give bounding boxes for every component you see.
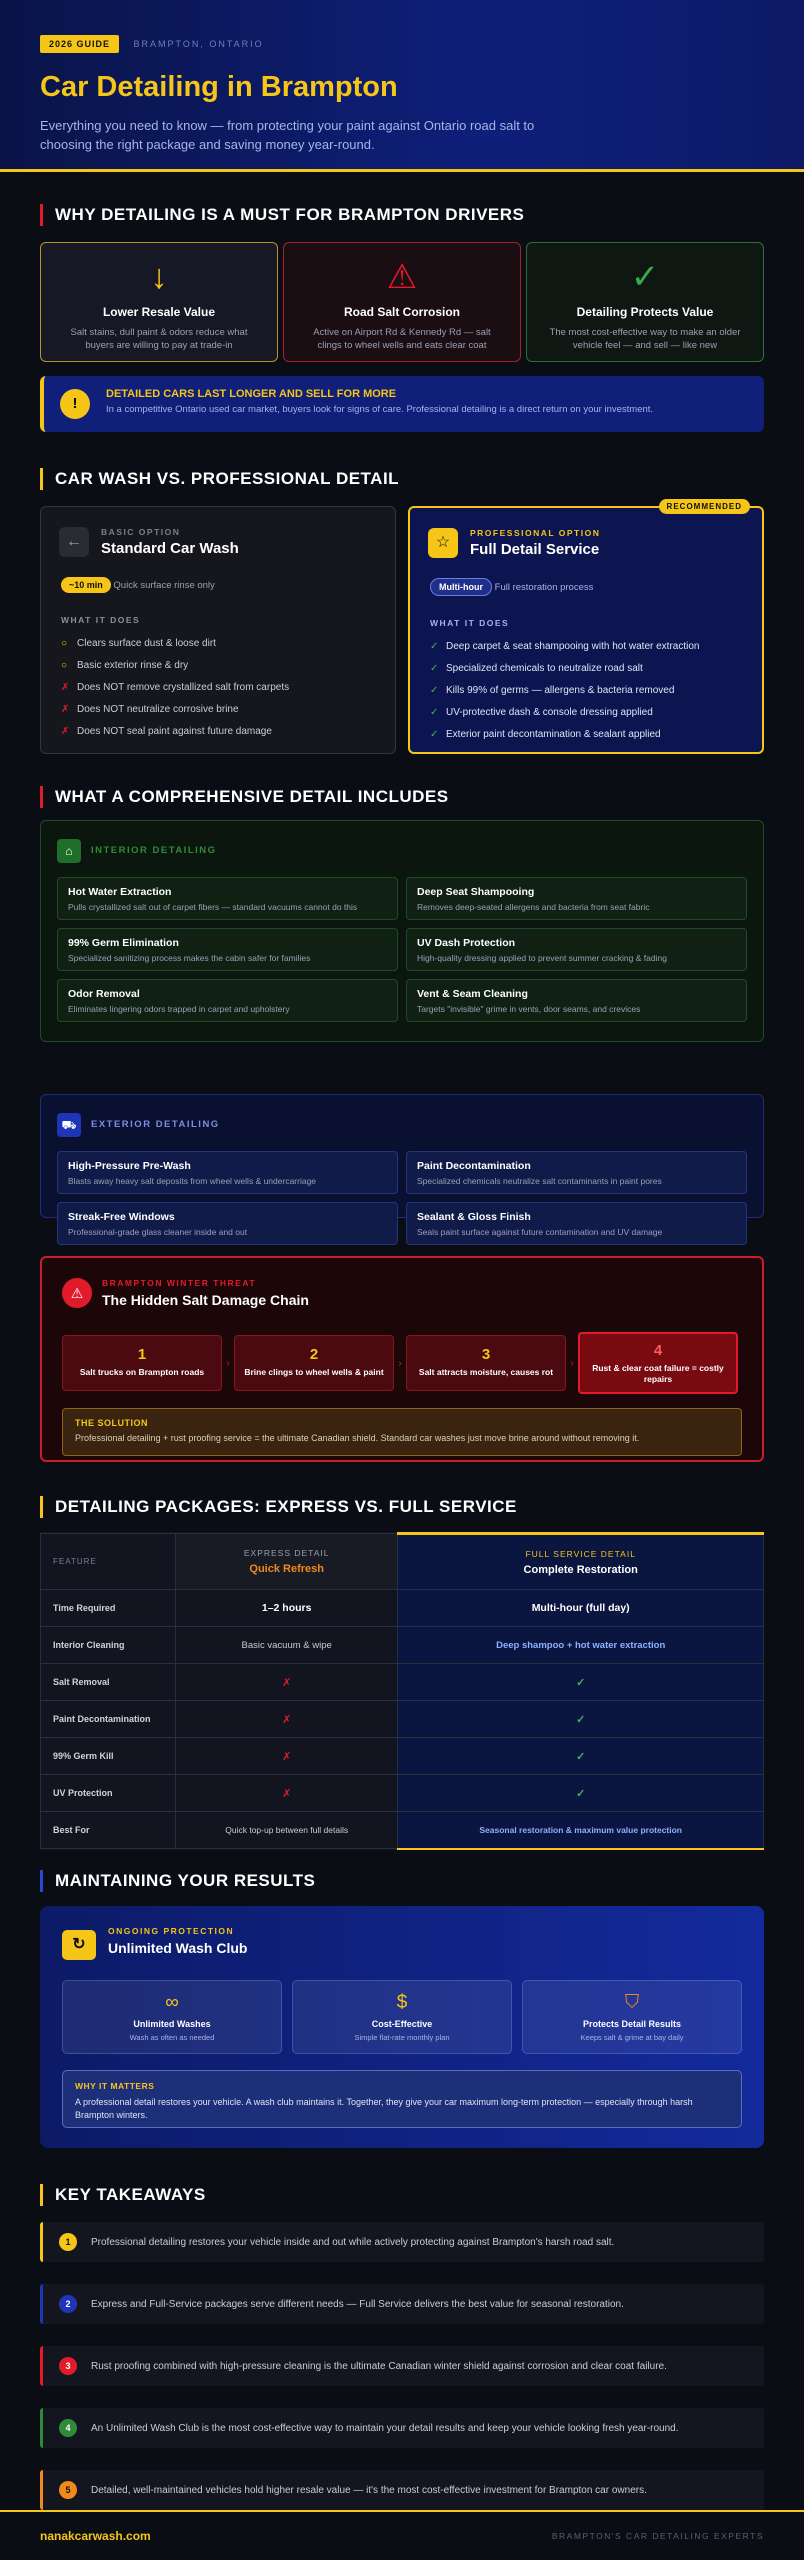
section-heading-compare: CAR WASH VS. PROFESSIONAL DETAIL	[40, 468, 399, 490]
service-title: Streak-Free Windows	[68, 1211, 175, 1223]
service-item	[57, 1202, 398, 1245]
takeaway-text: An Unlimited Wash Club is the most cost-effective way to maintain your detail results and keep your vehicle looking fresh year-round.	[91, 2422, 679, 2434]
table-row	[41, 1775, 764, 1812]
service-text: Seals paint surface against future contamination and UV damage	[417, 1227, 663, 1237]
duration-pill: Multi-hour	[430, 578, 492, 596]
value-banner	[40, 376, 764, 432]
full-service-cell: Multi-hour (full day)	[398, 1590, 764, 1627]
guide-tag: 2026 GUIDE	[40, 35, 119, 53]
footer-tagline: BRAMPTON'S CAR DETAILING EXPERTS	[551, 2531, 764, 2541]
takeaway-text: Express and Full-Service packages serve different needs — Full Service delivers the best value for seasonal restoration.	[91, 2298, 624, 2310]
feature-item: ✓ Exterior paint decontamination & sealant applied	[430, 724, 742, 746]
hero	[0, 0, 804, 172]
chevron-right-icon: ›	[226, 1357, 230, 1369]
service-text: Eliminates lingering odors trapped in carpet and upholstery	[68, 1004, 290, 1014]
express-cell: ✗	[176, 1664, 398, 1701]
duration-label: Quick surface rinse only	[113, 580, 215, 591]
feature-item: ✓ Specialized chemicals to neutralize road salt	[430, 658, 742, 680]
takeaway-number: 1	[59, 2233, 77, 2251]
service-text: Specialized sanitizing process makes the cabin safer for families	[68, 953, 311, 963]
club-title: Unlimited Wash Club	[108, 1940, 248, 1956]
infinity-icon: ∞	[165, 1992, 179, 2013]
page-subtitle: Everything you need to know — from protecting your paint against Ontario road salt to choosing the right package and saving money year-round.	[40, 118, 535, 152]
circle-icon: ○	[61, 660, 68, 671]
takeaway-number: 4	[59, 2419, 77, 2437]
salt-threat-panel	[40, 1256, 764, 1462]
banner-title: DETAILED CARS LAST LONGER AND SELL FOR MORE	[106, 388, 397, 400]
card-text: Salt stains, dull paint & odors reduce what buyers are willing to pay at trade-in	[70, 327, 248, 351]
check-icon: ✓	[430, 641, 439, 652]
table-row	[41, 1627, 764, 1664]
car-icon: ⛟	[57, 1113, 81, 1137]
location-label: BRAMPTON, ONTARIO	[133, 39, 264, 49]
solution-text: Professional detailing + rust proofing service = the ultimate Canadian shield. Standard car washes just move brine around without removing it.	[75, 1433, 640, 1443]
pro-option-title: Full Detail Service	[470, 541, 600, 558]
service-title: Hot Water Extraction	[68, 886, 172, 898]
service-title: Sealant & Gloss Finish	[417, 1211, 531, 1223]
express-header: EXPRESS DETAIL Quick Refresh	[176, 1534, 398, 1590]
pro-feature-list	[430, 636, 742, 746]
feature-item: ✗ Does NOT seal paint against future damage	[61, 721, 375, 743]
express-cell: 1–2 hours	[176, 1590, 398, 1627]
service-text: Professional-grade glass cleaner inside and out	[68, 1227, 248, 1237]
takeaway-number: 5	[59, 2481, 77, 2499]
what-it-does-label: WHAT IT DOES	[61, 615, 141, 625]
problem-card	[526, 242, 764, 362]
chevron-right-icon: ›	[398, 1357, 402, 1369]
feature-cell: Best For	[41, 1812, 176, 1849]
service-item	[57, 979, 398, 1022]
wash-club-panel	[40, 1906, 764, 2148]
service-item	[406, 928, 747, 971]
section-heading-maintain: MAINTAINING YOUR RESULTS	[40, 1870, 315, 1892]
bag-icon: ⌂	[57, 839, 81, 863]
interior-title: INTERIOR DETAILING	[91, 845, 217, 856]
warning-icon: ⚠	[386, 258, 418, 296]
checkmark-icon: ✓	[630, 258, 660, 296]
why-text: A professional detail restores your vehicle. A wash club maintains it. Together, they give your car maximum long-term protection — especially through harsh Brampton winters.	[75, 2097, 693, 2120]
full-service-cell: ✓	[398, 1738, 764, 1775]
feature-item: ○ Basic exterior rinse & dry	[61, 655, 375, 677]
table-row	[41, 1590, 764, 1627]
card-title: Road Salt Corrosion	[343, 305, 460, 319]
problem-card	[283, 242, 521, 362]
takeaway-text: Professional detailing restores your vehicle inside and out while actively protecting against Brampton's harsh road salt.	[91, 2236, 615, 2248]
problem-card	[40, 242, 278, 362]
exterior-detailing-group	[40, 1094, 764, 1237]
feature-item: ○ Clears surface dust & loose dirt	[61, 633, 375, 655]
service-item	[57, 928, 398, 971]
service-text: High-quality dressing applied to prevent summer cracking & fading	[417, 953, 667, 963]
express-cell: ✗	[176, 1738, 398, 1775]
warning-icon: ⚠	[62, 1278, 92, 1308]
takeaway-item	[40, 2470, 764, 2510]
threat-label: BRAMPTON WINTER THREAT	[102, 1278, 257, 1288]
feature-item: ✓ UV-protective dash & console dressing applied	[430, 702, 742, 724]
feature-cell: Interior Cleaning	[41, 1627, 176, 1664]
feature-cell: Time Required	[41, 1590, 176, 1627]
section-heading-why: WHY DETAILING IS A MUST FOR BRAMPTON DRIVERS	[40, 204, 524, 226]
duration-label: Full restoration process	[494, 582, 594, 593]
service-item	[57, 1151, 398, 1194]
section-heading-takeaways: KEY TAKEAWAYS	[40, 2184, 206, 2206]
banner-text: In a competitive Ontario used car market, buyers look for signs of care. Professional detailing is a direct return on your investment.	[106, 404, 654, 415]
why-title: WHY IT MATTERS	[75, 2081, 155, 2091]
takeaway-item	[40, 2408, 764, 2448]
table-row	[41, 1664, 764, 1701]
cross-icon: ✗	[61, 726, 70, 737]
service-title: UV Dash Protection	[417, 937, 516, 949]
express-cell: Quick top-up between full details	[176, 1812, 398, 1849]
table-row	[41, 1701, 764, 1738]
damage-step: 4 Rust & clear coat failure = costly repairs	[578, 1332, 738, 1394]
full-service-header: FULL SERVICE DETAIL Complete Restoration	[398, 1534, 764, 1590]
check-icon: ✓	[430, 729, 439, 740]
service-text: Pulls crystallized salt out of carpet fibers — standard vacuums cannot do this	[68, 902, 358, 912]
full-service-cell: ✓	[398, 1701, 764, 1738]
page-title: Car Detailing in Brampton	[40, 71, 398, 103]
check-icon: ✓	[430, 663, 439, 674]
arrow-down-icon: ↓	[150, 258, 168, 296]
exclamation-icon: !	[60, 389, 90, 419]
arrow-left-icon: ←	[59, 527, 89, 557]
club-benefit-card: ⛉ Protects Detail Results Keeps salt & grime at bay daily	[522, 1980, 742, 2054]
takeaway-item	[40, 2346, 764, 2386]
feature-item: ✓ Deep carpet & seat shampooing with hot water extraction	[430, 636, 742, 658]
full-service-cell: Deep shampoo + hot water extraction	[398, 1627, 764, 1664]
recommended-badge: RECOMMENDED	[659, 499, 750, 514]
basic-feature-list	[61, 633, 375, 743]
dollar-icon: $	[396, 1992, 408, 2013]
solution-title: THE SOLUTION	[75, 1418, 148, 1428]
check-icon: ✓	[430, 707, 439, 718]
service-item	[406, 1202, 747, 1245]
service-text: Targets "invisible" grime in vents, door seams, and crevices	[417, 1004, 641, 1014]
feature-item: ✓ Kills 99% of germs — allergens & bacteria removed	[430, 680, 742, 702]
footer	[0, 2510, 804, 2560]
card-title: Lower Resale Value	[102, 305, 216, 319]
shield-icon: ⛉	[624, 1992, 640, 2013]
express-cell: Basic vacuum & wipe	[176, 1627, 398, 1664]
service-title: 99% Germ Elimination	[68, 937, 179, 949]
service-item	[406, 877, 747, 920]
service-title: Odor Removal	[68, 988, 140, 1000]
exterior-title: EXTERIOR DETAILING	[91, 1119, 220, 1130]
service-item	[406, 979, 747, 1022]
basic-option-title: Standard Car Wash	[101, 540, 239, 557]
card-text: Active on Airport Rd & Kennedy Rd — salt clings to wheel wells and eats clear coat	[313, 327, 491, 351]
feature-cell: Salt Removal	[41, 1664, 176, 1701]
circle-icon: ○	[61, 638, 68, 649]
club-label: ONGOING PROTECTION	[108, 1926, 235, 1936]
cross-icon: ✗	[61, 704, 70, 715]
damage-step: 2 Brine clings to wheel wells & paint	[234, 1335, 394, 1391]
duration-pill: ~10 min	[61, 577, 111, 593]
basic-option-card	[40, 506, 396, 754]
pro-option-card	[408, 502, 764, 754]
footer-site-link[interactable]: nanakcarwash.com	[40, 2529, 151, 2543]
feature-cell: Paint Decontamination	[41, 1701, 176, 1738]
service-title: Deep Seat Shampooing	[417, 886, 535, 898]
service-text: Specialized chemicals neutralize salt contaminants in paint pores	[417, 1176, 662, 1186]
basic-option-label: BASIC OPTION	[101, 527, 181, 537]
cross-icon: ✗	[61, 682, 70, 693]
club-benefit-card: $ Cost-Effective Simple flat-rate monthly plan	[292, 1980, 512, 2054]
feature-cell: UV Protection	[41, 1775, 176, 1812]
express-cell: ✗	[176, 1775, 398, 1812]
full-service-cell: Seasonal restoration & maximum value protection	[398, 1812, 764, 1849]
feature-cell: 99% Germ Kill	[41, 1738, 176, 1775]
damage-step: 1 Salt trucks on Brampton roads	[62, 1335, 222, 1391]
service-title: Paint Decontamination	[417, 1160, 531, 1172]
chevron-right-icon: ›	[570, 1357, 574, 1369]
section-heading-packages: DETAILING PACKAGES: EXPRESS VS. FULL SERVICE	[40, 1496, 517, 1518]
takeaway-text: Detailed, well-maintained vehicles hold higher resale value — it's the most cost-effective investment for Brampton car owners.	[91, 2484, 647, 2496]
table-row	[41, 1738, 764, 1775]
service-text: Removes deep-seated allergens and bacteria from seat fabric	[417, 902, 650, 912]
full-service-cell: ✓	[398, 1775, 764, 1812]
service-title: Vent & Seam Cleaning	[417, 988, 528, 1000]
section-heading-includes: WHAT A COMPREHENSIVE DETAIL INCLUDES	[40, 786, 449, 808]
service-text: Blasts away heavy salt deposits from wheel wells & undercarriage	[68, 1176, 317, 1186]
club-benefit-card: ∞ Unlimited Washes Wash as often as needed	[62, 1980, 282, 2054]
feature-item: ✗ Does NOT neutralize corrosive brine	[61, 699, 375, 721]
what-it-does-label: WHAT IT DOES	[430, 618, 510, 628]
star-icon: ☆	[428, 528, 458, 558]
service-title: High-Pressure Pre-Wash	[68, 1160, 191, 1172]
pro-option-label: PROFESSIONAL OPTION	[470, 528, 601, 538]
takeaway-item	[40, 2284, 764, 2324]
takeaway-text: Rust proofing combined with high-pressure cleaning is the ultimate Canadian winter shield against corrosion and clear coat failure.	[91, 2360, 667, 2372]
packages-table	[40, 1532, 764, 1850]
takeaway-item	[40, 2222, 764, 2262]
card-text: The most cost-effective way to make an older vehicle feel — and sell — like new	[549, 327, 741, 351]
takeaway-number: 3	[59, 2357, 77, 2375]
feature-item: ✗ Does NOT remove crystallized salt from carpets	[61, 677, 375, 699]
threat-title: The Hidden Salt Damage Chain	[102, 1292, 309, 1308]
full-service-cell: ✓	[398, 1664, 764, 1701]
service-item	[57, 877, 398, 920]
feature-header: FEATURE	[41, 1534, 176, 1590]
service-item	[406, 1151, 747, 1194]
damage-step: 3 Salt attracts moisture, causes rot	[406, 1335, 566, 1391]
check-icon: ✓	[430, 685, 439, 696]
card-title: Detailing Protects Value	[576, 305, 714, 319]
express-cell: ✗	[176, 1701, 398, 1738]
solution-box	[62, 1408, 742, 1456]
interior-detailing-group	[40, 820, 764, 1042]
refresh-icon: ↻	[62, 1930, 96, 1960]
table-row	[41, 1812, 764, 1849]
takeaway-number: 2	[59, 2295, 77, 2313]
why-it-matters-box	[62, 2070, 742, 2128]
